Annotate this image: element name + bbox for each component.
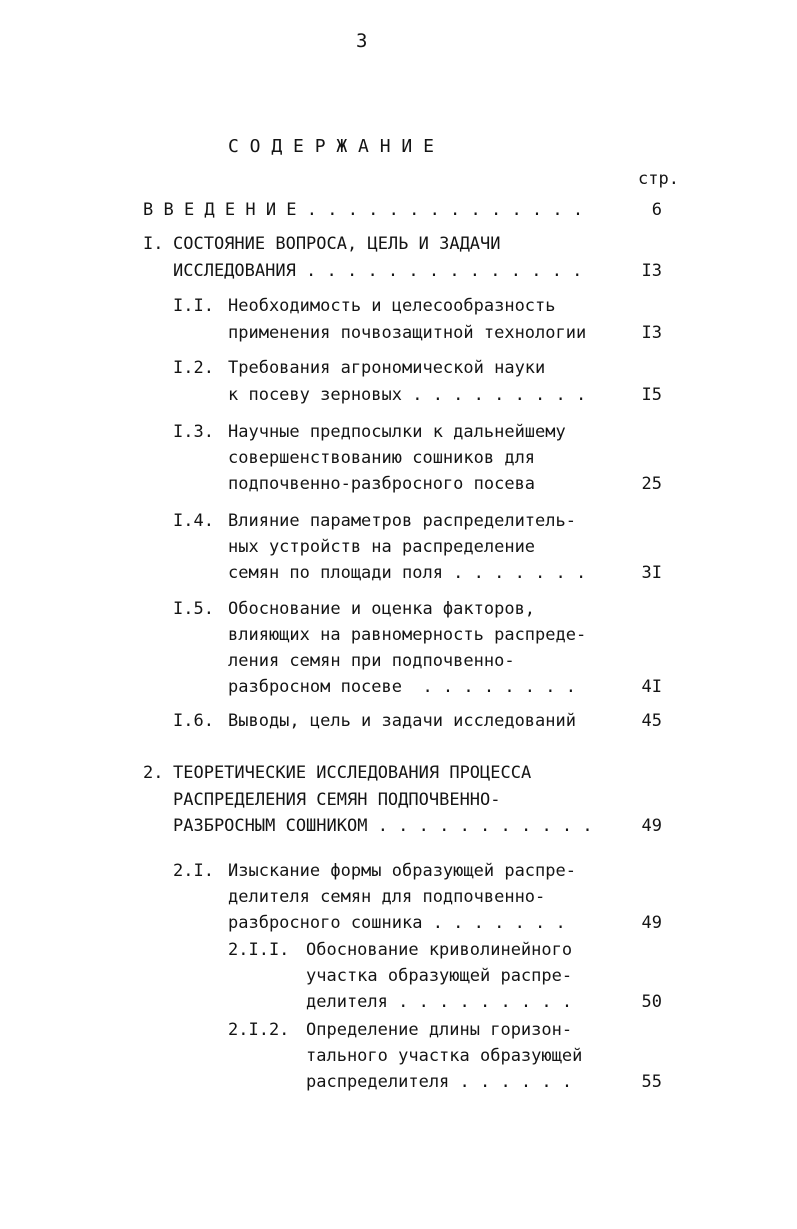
entry-text-line: Определение длины горизон- <box>306 1020 573 1040</box>
entry-text-line: делителя семян для подпочвенно- <box>228 887 546 907</box>
entry-page: 4I <box>641 677 662 697</box>
entry-text-line: к посеву зерновых . . . . . . . . . <box>228 385 587 405</box>
entry-page: 3I <box>641 563 662 583</box>
entry-text-line: Обоснование и оценка факторов, <box>228 599 536 619</box>
entry-text-line: участка образующей распре- <box>306 966 573 986</box>
entry-page: 49 <box>641 816 662 836</box>
entry-text-line: совершенствованию сошников для <box>228 448 536 468</box>
entry-page: I3 <box>641 261 662 281</box>
entry-number: 2.I.2. <box>228 1020 290 1040</box>
entry-page: 49 <box>641 913 662 933</box>
entry-number: I. <box>143 234 164 254</box>
entry-number: I.4. <box>173 511 214 531</box>
entry-text-line: подпочвенно-разбросного посева <box>228 474 536 494</box>
entry-page: 50 <box>641 992 662 1012</box>
entry-text-line: РАЗБРОСНЫМ СОШНИКОМ . . . . . . . . . . . <box>173 816 593 836</box>
toc-title: С О Д Е Р Ж А Н И Е <box>228 136 434 157</box>
entry-number: I.3. <box>173 422 214 442</box>
entry-text-line: тального участка образующей <box>306 1046 583 1066</box>
entry-text-line: Обоснование криволинейного <box>306 940 573 960</box>
entry-page: I3 <box>641 323 662 343</box>
entry-text-line: применения почвозащитной технологии <box>228 323 587 343</box>
entry-text-line: ТЕОРЕТИЧЕСКИЕ ИССЛЕДОВАНИЯ ПРОЦЕССА <box>173 763 532 783</box>
entry-text-line: разбросного сошника . . . . . . . <box>228 913 566 933</box>
entry-text-line: ления семян при подпочвенно- <box>228 651 515 671</box>
entry-number: I.2. <box>173 358 214 378</box>
entry-text-line: В В Е Д Е Н И Е . . . . . . . . . . . . . . <box>143 200 584 220</box>
entry-number: 2.I. <box>173 861 214 881</box>
entry-page: 45 <box>641 711 662 731</box>
entry-text-line: распределителя . . . . . . <box>306 1072 573 1092</box>
entry-text-line: РАСПРЕДЕЛЕНИЯ СЕМЯН ПОДПОЧВЕННО- <box>173 790 501 810</box>
entry-number: 2.I.I. <box>228 940 290 960</box>
entry-text-line: Изыскание формы образующей распре- <box>228 861 576 881</box>
page-number: 3 <box>356 30 368 52</box>
entry-number: I.6. <box>173 711 214 731</box>
entry-text-line: Влияние параметров распределитель- <box>228 511 576 531</box>
entry-text-line: ИССЛЕДОВАНИЯ . . . . . . . . . . . . . . <box>173 261 583 281</box>
entry-text-line: делителя . . . . . . . . . <box>306 992 573 1012</box>
entry-text-line: Выводы, цель и задачи исследований <box>228 711 576 731</box>
entry-page: I5 <box>641 385 662 405</box>
entry-text-line: разбросном посеве . . . . . . . . <box>228 677 576 697</box>
entry-text-line: влияющих на равномерность распреде- <box>228 625 587 645</box>
entry-text-line: семян по площади поля . . . . . . . <box>228 563 587 583</box>
entry-page: 25 <box>641 474 662 494</box>
entry-text-line: СОСТОЯНИЕ ВОПРОСА, ЦЕЛЬ И ЗАДАЧИ <box>173 234 501 254</box>
page-column-label: стр. <box>638 169 679 189</box>
entry-text-line: Требования агрономической науки <box>228 358 546 378</box>
entry-text-line: Необходимость и целесообразность <box>228 296 556 316</box>
entry-text-line: ных устройств на распределение <box>228 537 536 557</box>
entry-number: 2. <box>143 763 164 783</box>
entry-text-line: Научные предпосылки к дальнейшему <box>228 422 566 442</box>
entry-page: 6 <box>651 200 662 220</box>
entry-number: I.I. <box>173 296 214 316</box>
entry-page: 55 <box>641 1072 662 1092</box>
entry-number: I.5. <box>173 599 214 619</box>
